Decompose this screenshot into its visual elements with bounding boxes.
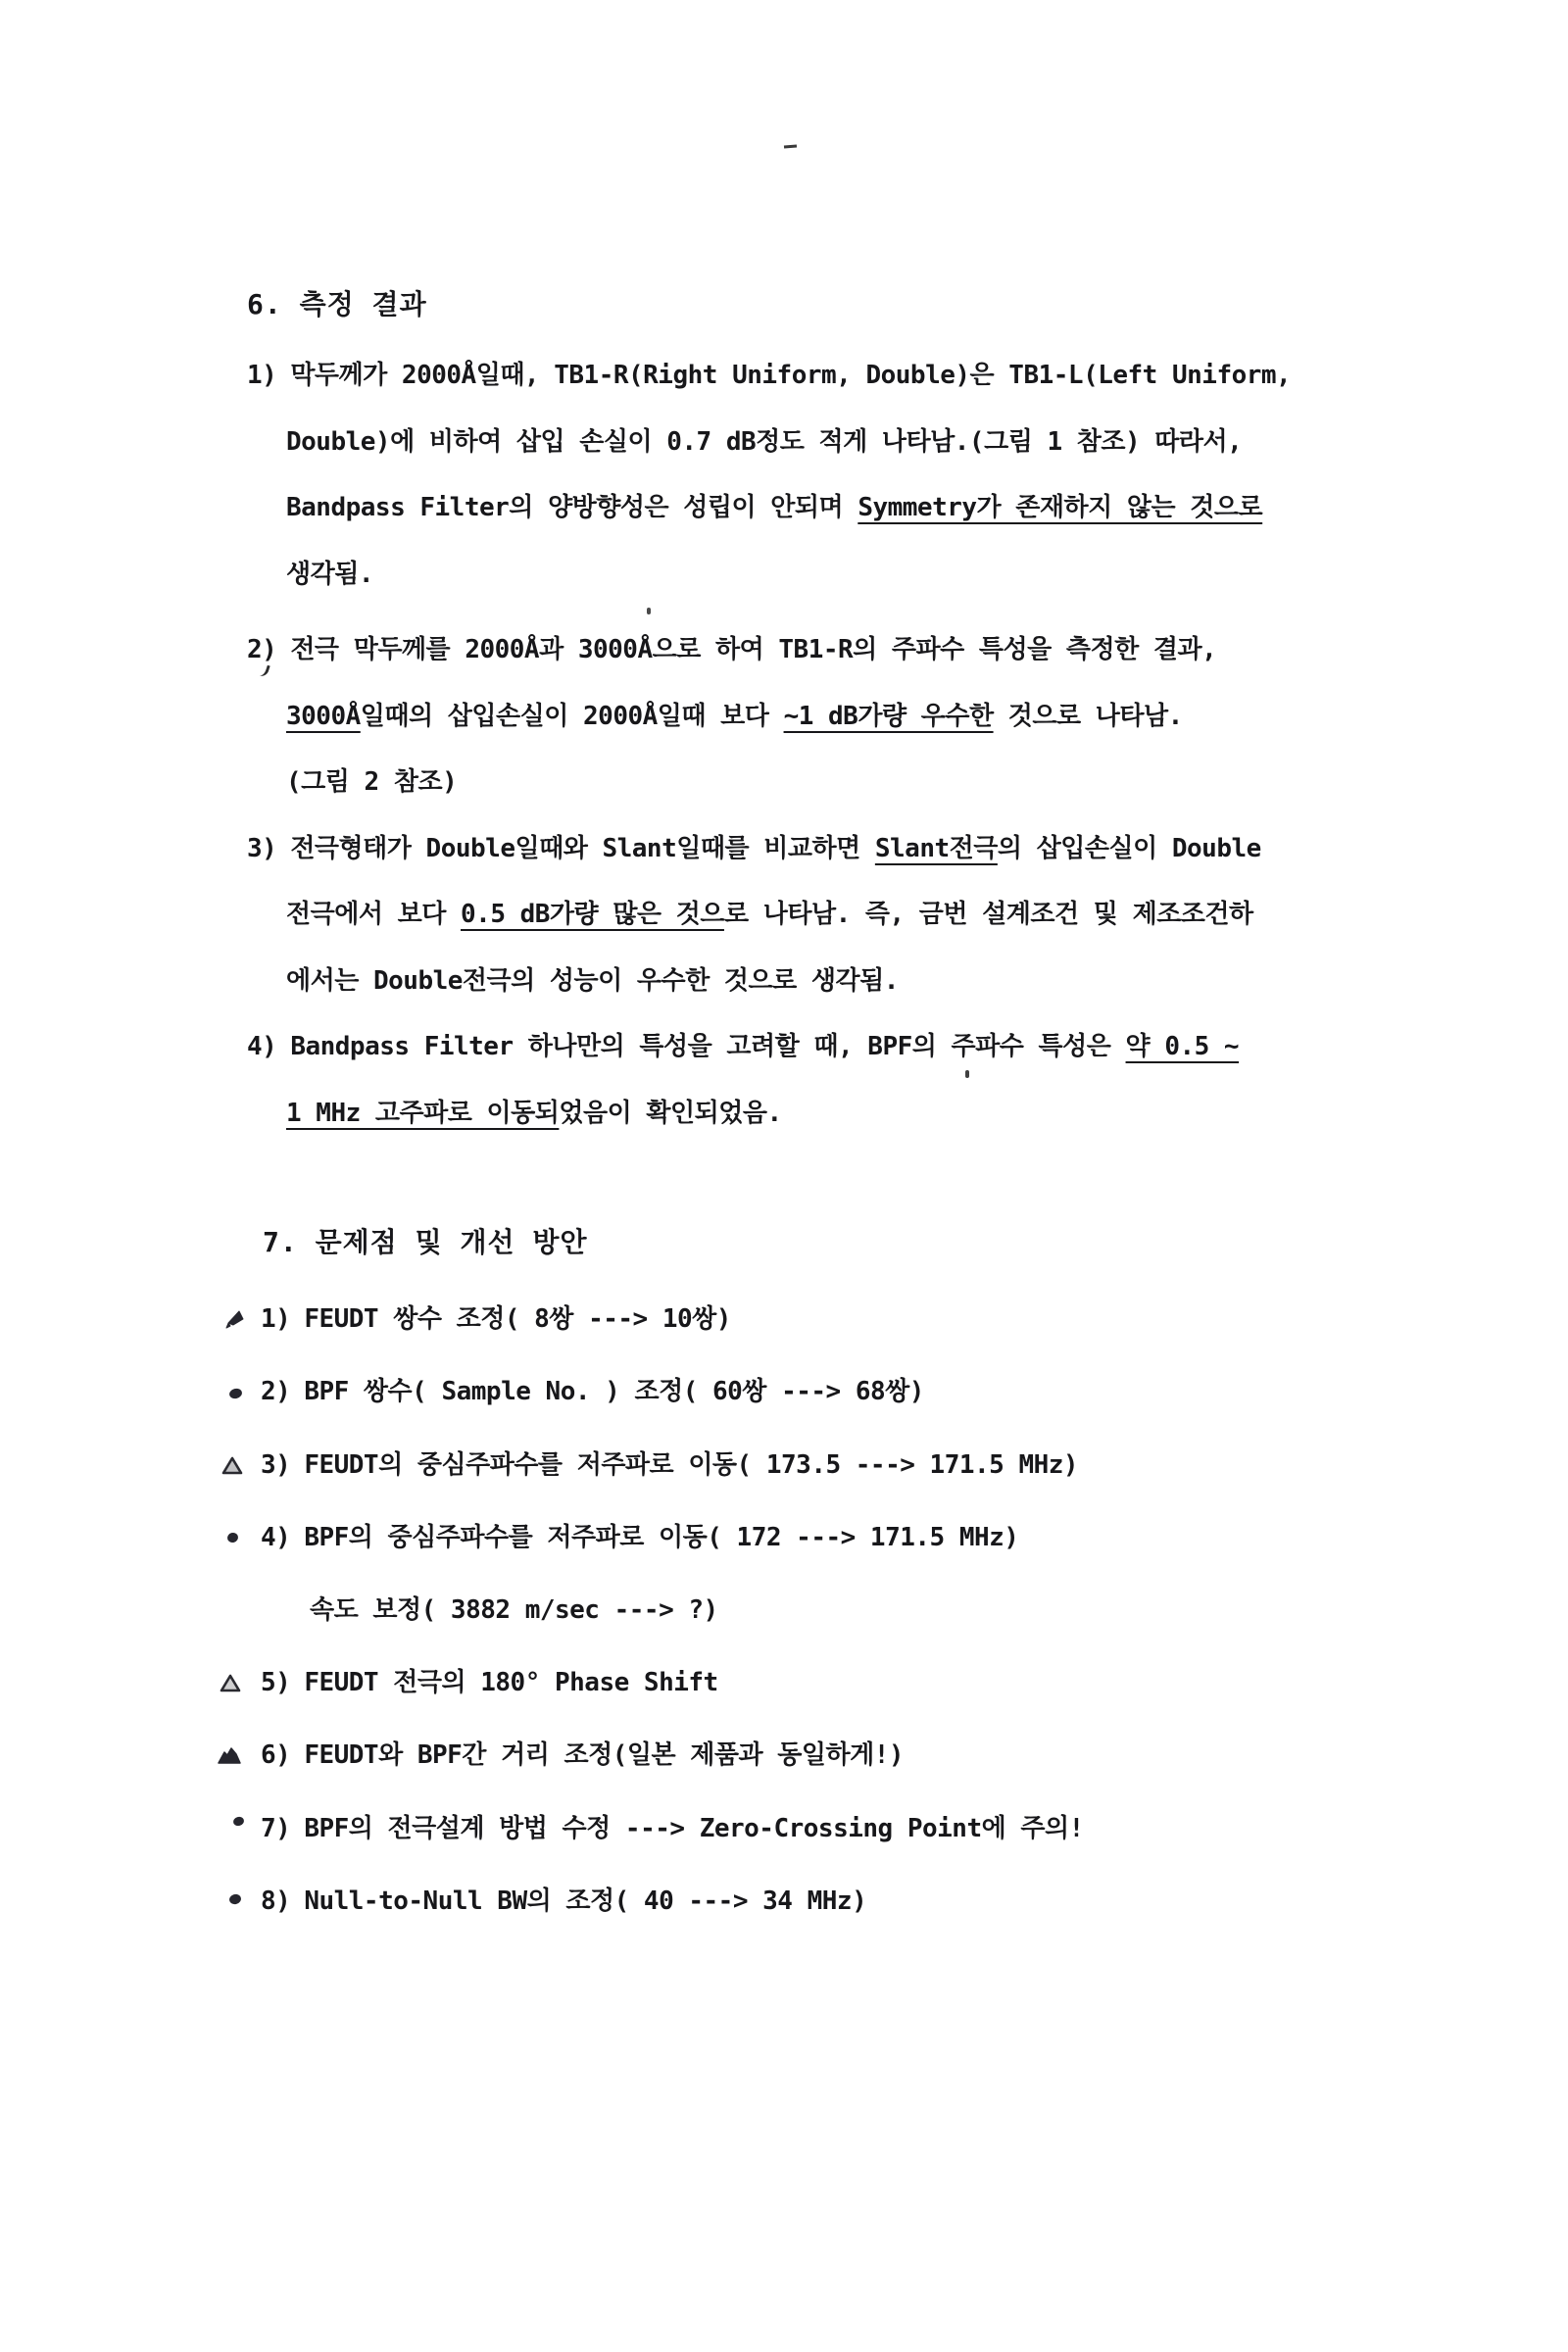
underlined-text: 약 0.5 ~ [1125,1032,1240,1061]
underlined-text: 1 MHz 고주파로 이동되 [286,1099,560,1128]
sec6-item3-line1 [247,832,1261,865]
line-text: Bandpass Filter 하나만의 특성을 고려할 때, BPF의 주파수 특성은 [290,1032,1126,1061]
line-text: BPF의 전극설계 방법 수정 ---> Zero-Crossing Point에 주의! [304,1814,1084,1843]
underlined-text: 0.5 dB가량 많은 것으 [461,900,724,929]
item-number: 3) [261,1450,291,1480]
item-number: 8) [261,1886,291,1916]
scan-artifact-speck [965,1070,969,1078]
pen-dot-icon [229,1894,241,1904]
sec7-item-2 [261,1375,924,1408]
sec7-item-8 [261,1885,866,1918]
scan-artifact-dash [784,145,797,149]
line-text: Null-to-Null BW의 조정( 40 ---> 34 MHz) [304,1886,867,1916]
sec7-item-1 [261,1302,731,1336]
underlined-text: ~1 dB가량 우수한 [783,702,994,731]
item-number: 3) [247,834,277,863]
heading-text: 6. 측정 결과 [247,288,427,320]
line-text: 의 삽입손실이 Double [997,834,1261,863]
sec7-item-7 [261,1812,1084,1845]
pen-club-icon [218,1746,242,1765]
sec6-item1-line3 [286,491,1262,524]
pen-dot-icon [229,1389,242,1398]
item-number: 2) [261,1377,291,1406]
line-text: BPF 쌍수( Sample No. ) 조정( 60쌍 ---> 68쌍) [304,1377,924,1406]
line-text: Bandpass Filter의 양방향성은 성립이 안되며 [286,493,858,522]
underlined-text: 3000Å [286,702,361,731]
sec6-item2-line3 [286,765,457,799]
line-text: 막두께가 2000Å일때, TB1-R(Right Uniform, Double)은 TB1-L(Left Uniform, [290,361,1292,390]
pen-triangle-icon [221,1456,244,1476]
line-text: 에서는 Double전극의 성능이 우수한 것으로 생각됨. [286,966,899,996]
line-text: FEUDT 전극의 180° Phase Shift [304,1668,718,1697]
section6-heading [247,288,427,321]
item-number: 2) [247,635,277,664]
sec6-item1-line4 [286,558,373,591]
line-text: 속도 보정( 3882 m/sec ---> ?) [310,1595,718,1625]
sec7-item-4-continuation [310,1593,718,1627]
underlined-text: Symmetry가 존재하지 않는 것으로 [858,493,1263,522]
line-text: 로 나타남. 즉, 금번 설계조건 및 제조조건하 [723,900,1253,929]
sec6-item2-line2 [286,700,1183,733]
sec6-item2-line1 [247,633,1216,666]
sec6-item4-line1 [247,1030,1239,1063]
line-text: 었음이 확인되었음. [559,1099,782,1128]
pen-triangle-icon [220,1674,242,1693]
line-text: FEUDT와 BPF간 거리 조정(일본 제품과 동일하게!) [304,1740,905,1770]
sec6-item3-line2 [286,898,1253,931]
line-text: 생각됨. [286,560,374,589]
sec6-item1-line1 [247,359,1291,392]
item-number: 1) [247,361,277,390]
sec7-item-4 [261,1521,1018,1554]
line-text: BPF의 중심주파수를 저주파로 이동( 172 ---> 171.5 MHz) [304,1523,1019,1552]
item-number: 5) [261,1668,291,1697]
sec7-item-6 [261,1739,904,1772]
sec7-item-3 [261,1448,1078,1482]
line-text: Double)에 비하여 삽입 손실이 0.7 dB정도 적게 나타남.(그림 1 참조) 따라서, [286,427,1243,457]
item-number: 4) [247,1032,277,1061]
line-text: 것으로 나타남. [993,702,1183,731]
pen-dot-icon [227,1533,238,1543]
pen-dot-icon [233,1817,244,1826]
underlined-text: Slant전극 [874,834,998,863]
item-number: 4) [261,1523,291,1552]
line-text: (그림 2 참조) [286,767,458,797]
heading-text: 7. 문제점 및 개선 방안 [263,1226,588,1258]
item-number: 6) [261,1740,291,1770]
sec6-item1-line2 [286,425,1242,459]
section7-heading [263,1226,588,1259]
sec6-item4-line2 [286,1097,782,1130]
line-text: FEUDT 쌍수 조정( 8쌍 ---> 10쌍) [304,1304,731,1334]
scan-artifact-speck [647,608,651,614]
pen-flag-icon [225,1308,247,1330]
item-number: 1) [261,1304,291,1334]
line-text: 전극 막두께를 2000Å과 3000Å으로 하여 TB1-R의 주파수 특성을 측정한 결과, [290,635,1217,664]
sec6-item3-line3 [286,964,899,998]
sec7-item-5 [261,1666,718,1699]
line-text: 일때의 삽입손실이 2000Å일때 보다 [360,702,784,731]
item-number: 7) [261,1814,291,1843]
line-text: 전극에서 보다 [286,900,462,929]
line-text: FEUDT의 중심주파수를 저주파로 이동( 173.5 ---> 171.5 MHz) [304,1450,1079,1480]
line-text: 전극형태가 Double일때와 Slant일때를 비교하면 [290,834,875,863]
